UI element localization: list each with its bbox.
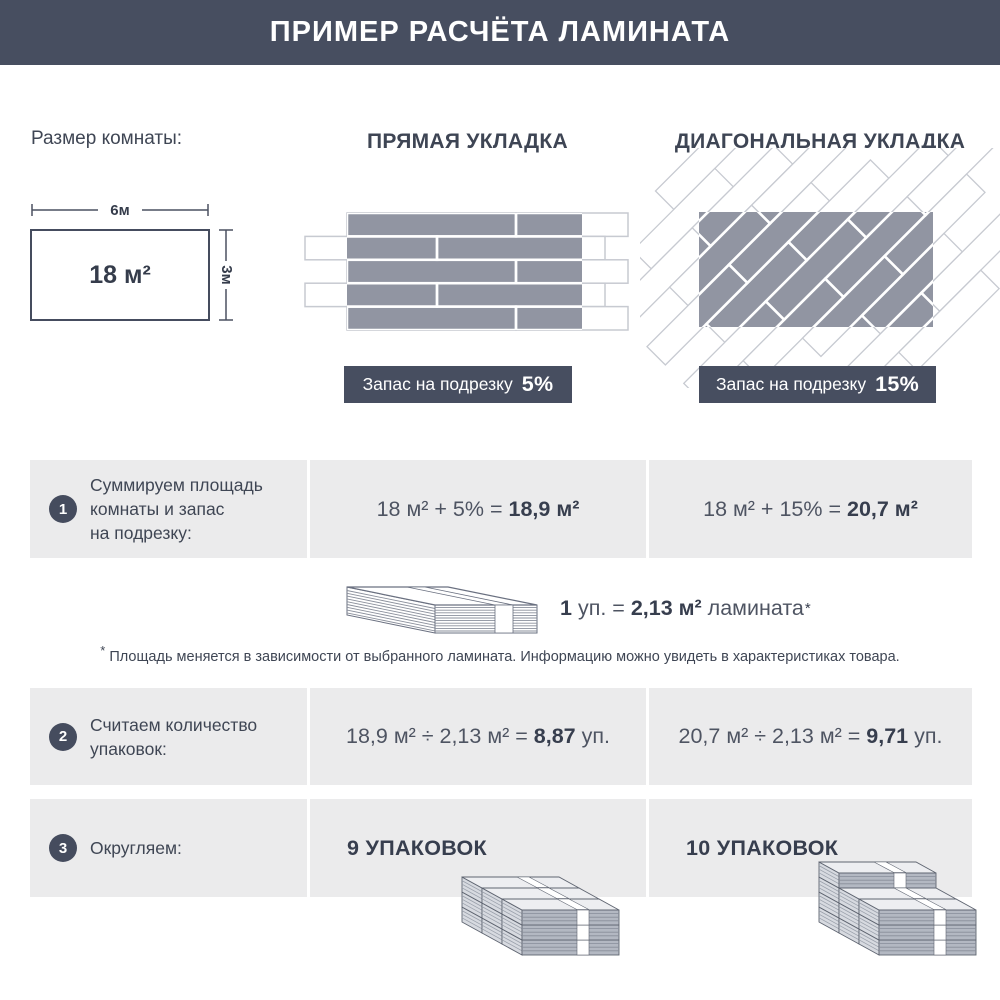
step-2-diagonal-cell [649, 688, 972, 785]
badge-value: 15% [875, 372, 920, 396]
formula-diagonal-2: 20,7 м² ÷ 2,13 м² = 9,71 уп. [678, 724, 943, 748]
straight-layout-diagram [295, 205, 640, 340]
result-diagonal-packs: 10 УПАКОВОК [686, 835, 839, 860]
room-size-label: Размер комнаты: [31, 128, 183, 149]
page-title: ПРИМЕР РАСЧЁТА ЛАМИНАТА [269, 16, 731, 48]
step-3-number-badge: 3 [49, 834, 77, 862]
footnote: * Площадь меняется в зависимости от выбранного ламината. Информацию можно увидеть в характеристиках товара. [100, 643, 900, 665]
room-height-label: 3м [218, 265, 236, 285]
column-title-diagonal: ДИАГОНАЛЬНАЯ УКЛАДКА [674, 130, 966, 153]
step-2-straight-cell [310, 688, 646, 785]
room-width-label: 6м [110, 202, 130, 219]
formula-straight-1: 18 м² + 5% = 18,9 м² [376, 496, 580, 521]
step-row-1 [30, 460, 972, 558]
room-area-label: 18 м² [89, 261, 151, 289]
step-2-label-cell [30, 688, 307, 785]
badge-value: 5% [521, 372, 554, 396]
formula-diagonal-1: 18 м² + 15% = 20,7 м² [703, 496, 918, 521]
step-2-number-badge: 2 [49, 723, 77, 751]
step-1-diagonal-cell [649, 460, 972, 558]
pack-info-text: 1 уп. = 2,13 м² ламината * [560, 595, 811, 620]
package-stacks [450, 848, 990, 963]
step-row-2 [30, 688, 972, 785]
badge-text: Запас на подрезку [362, 374, 513, 394]
asterisk: * [804, 599, 811, 617]
step-3-label: Округляем: [90, 838, 182, 858]
column-title-straight: ПРЯМАЯ УКЛАДКА [367, 130, 568, 153]
laminate-pack-illustration [340, 580, 550, 640]
step-3-label-cell [30, 799, 307, 897]
step-2-label: Считаем количество упаковок: [90, 714, 258, 759]
result-straight-packs: 9 УПАКОВОК [347, 835, 487, 860]
header-bar [0, 0, 1000, 65]
badge-text: Запас на подрезку [715, 374, 867, 394]
step-1-number-badge: 1 [49, 495, 77, 523]
step-1-label-cell [30, 460, 307, 558]
step-1-straight-cell [310, 460, 646, 558]
diagonal-layout-diagram [640, 148, 1000, 388]
room-diagram [20, 195, 250, 335]
step-1-label: Суммируем площадь комнаты и запас на подрезку: [90, 475, 263, 543]
formula-straight-2: 18,9 м² ÷ 2,13 м² = 8,87 уп. [346, 724, 610, 748]
trim-allowance-badge-diagonal [699, 366, 936, 403]
trim-allowance-badge-straight [344, 366, 572, 403]
